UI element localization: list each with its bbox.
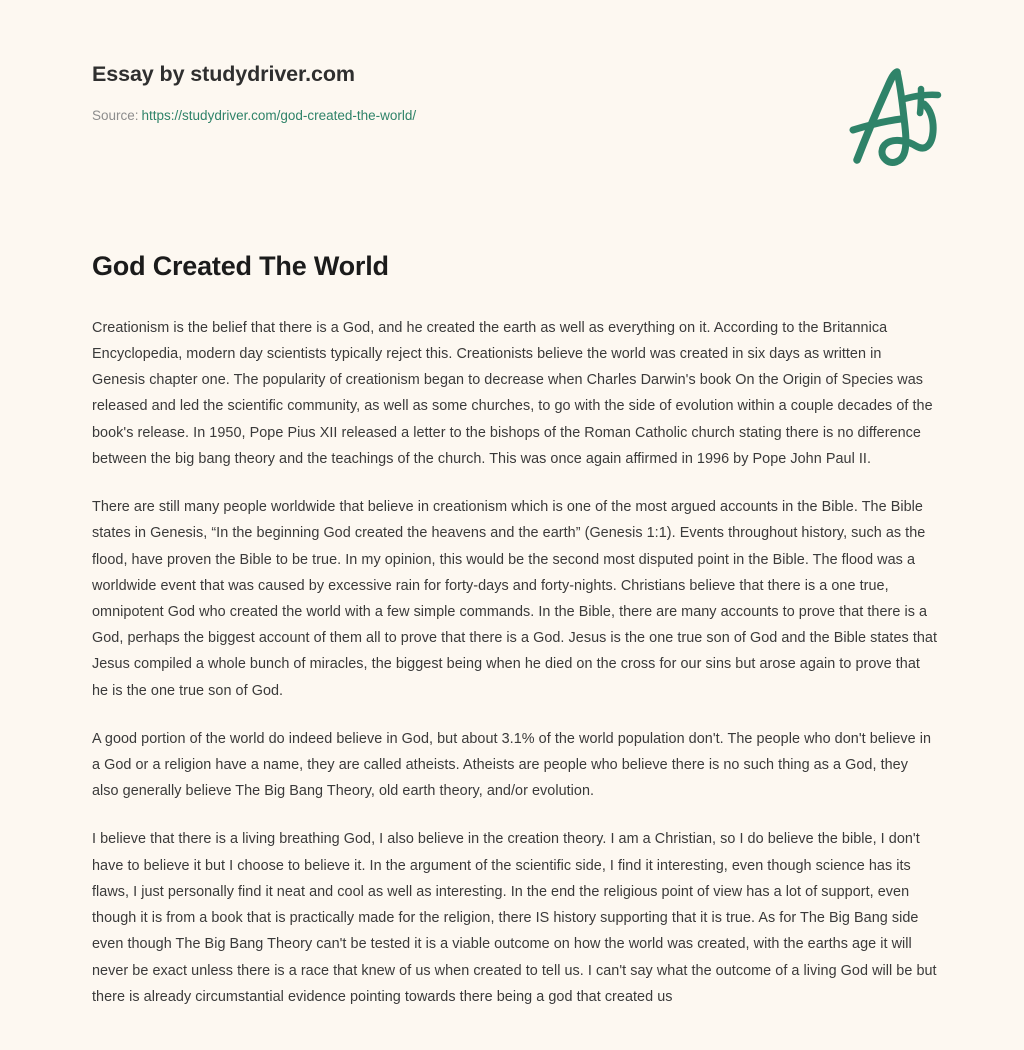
a-plus-logo-icon: [840, 64, 950, 169]
article-body: [92, 315, 937, 1010]
page-title: God Created The World: [92, 251, 389, 281]
source-label: Source:: [92, 107, 139, 123]
article-paragraph: Creationism is the belief that there is a God, and he created the earth as well as everything on it. According to the Britannica Encyclopedia, modern day scientists typically reject this. Creationists believe the world was created in six days as written in Genesis chapter one. The popularity of creationism began to decrease when Charles Darwin's book On the Origin of Species was released and led the scientific community, as well as some churches, to go with the side of evolution within a couple decades of the book's release. In 1950, Pope Pius XII released a letter to the bishops of the Roman Catholic church stating there is no difference between the big bang theory and the teachings of the church. This was once again affirmed in 1996 by Pope John Paul II.: [92, 319, 933, 467]
article-paragraph: There are still many people worldwide that believe in creationism which is one of the most argued accounts in the Bible. The Bible states in Genesis, “In the beginning God created the heavens and the earth” (Genesis 1:1). Events throughout history, such as the flood, have proven the Bible to be true. In my opinion, this would be the second most disputed point in the Bible. The flood was a worldwide event that was caused by excessive rain for forty-days and forty-nights. Christians believe that there is a one true, omnipotent God who created the world with a few simple commands. In the Bible, there are many accounts to prove that there is a God, perhaps the biggest account of them all to prove that there is a God. Jesus is the one true son of God and the Bible states that Jesus compiled a whole bunch of miracles, the biggest being when he died on the cross for our sins but arose again to prove that he is the one true son of God.: [92, 499, 938, 699]
article: [92, 190, 937, 1010]
essay-byline: Essay by studydriver.com: [92, 62, 355, 86]
page-header: [0, 0, 1024, 190]
header-text-block: [92, 62, 416, 124]
source-line: [92, 107, 416, 125]
article-paragraph: A good portion of the world do indeed believe in God, but about 3.1% of the world population don't. The people who don't believe in a God or a religion have a name, they are called atheists. Atheists are people who believe there is no such thing as a God, they also generally believe The Big Bang Theory, old earth theory, and/or evolution.: [92, 730, 932, 800]
source-url-link[interactable]: https://studydriver.com/god-created-the-world/: [141, 107, 417, 123]
article-paragraph: I believe that there is a living breathing God, I also believe in the creation theory. I am a Christian, so I do believe the bible, I don't have to believe it but I choose to believe it. In the argument of the scientific side, I find it interesting, even though science has its flaws, I just personally find it neat and cool as well as interesting. In the end the religious point of view has a lot of support, even though it is from a book that is practically made for the religion, there IS history supporting that it is true. As for The Big Bang side even though The Big Bang Theory can't be tested it is a viable outcome on how the world was created, with the earths age it will never be exact unless there is a race that knew of us when created to tell us. I can't say what the outcome of a living God will be but there is already circumstantial evidence pointing towards there being a god that created us: [92, 831, 937, 1005]
